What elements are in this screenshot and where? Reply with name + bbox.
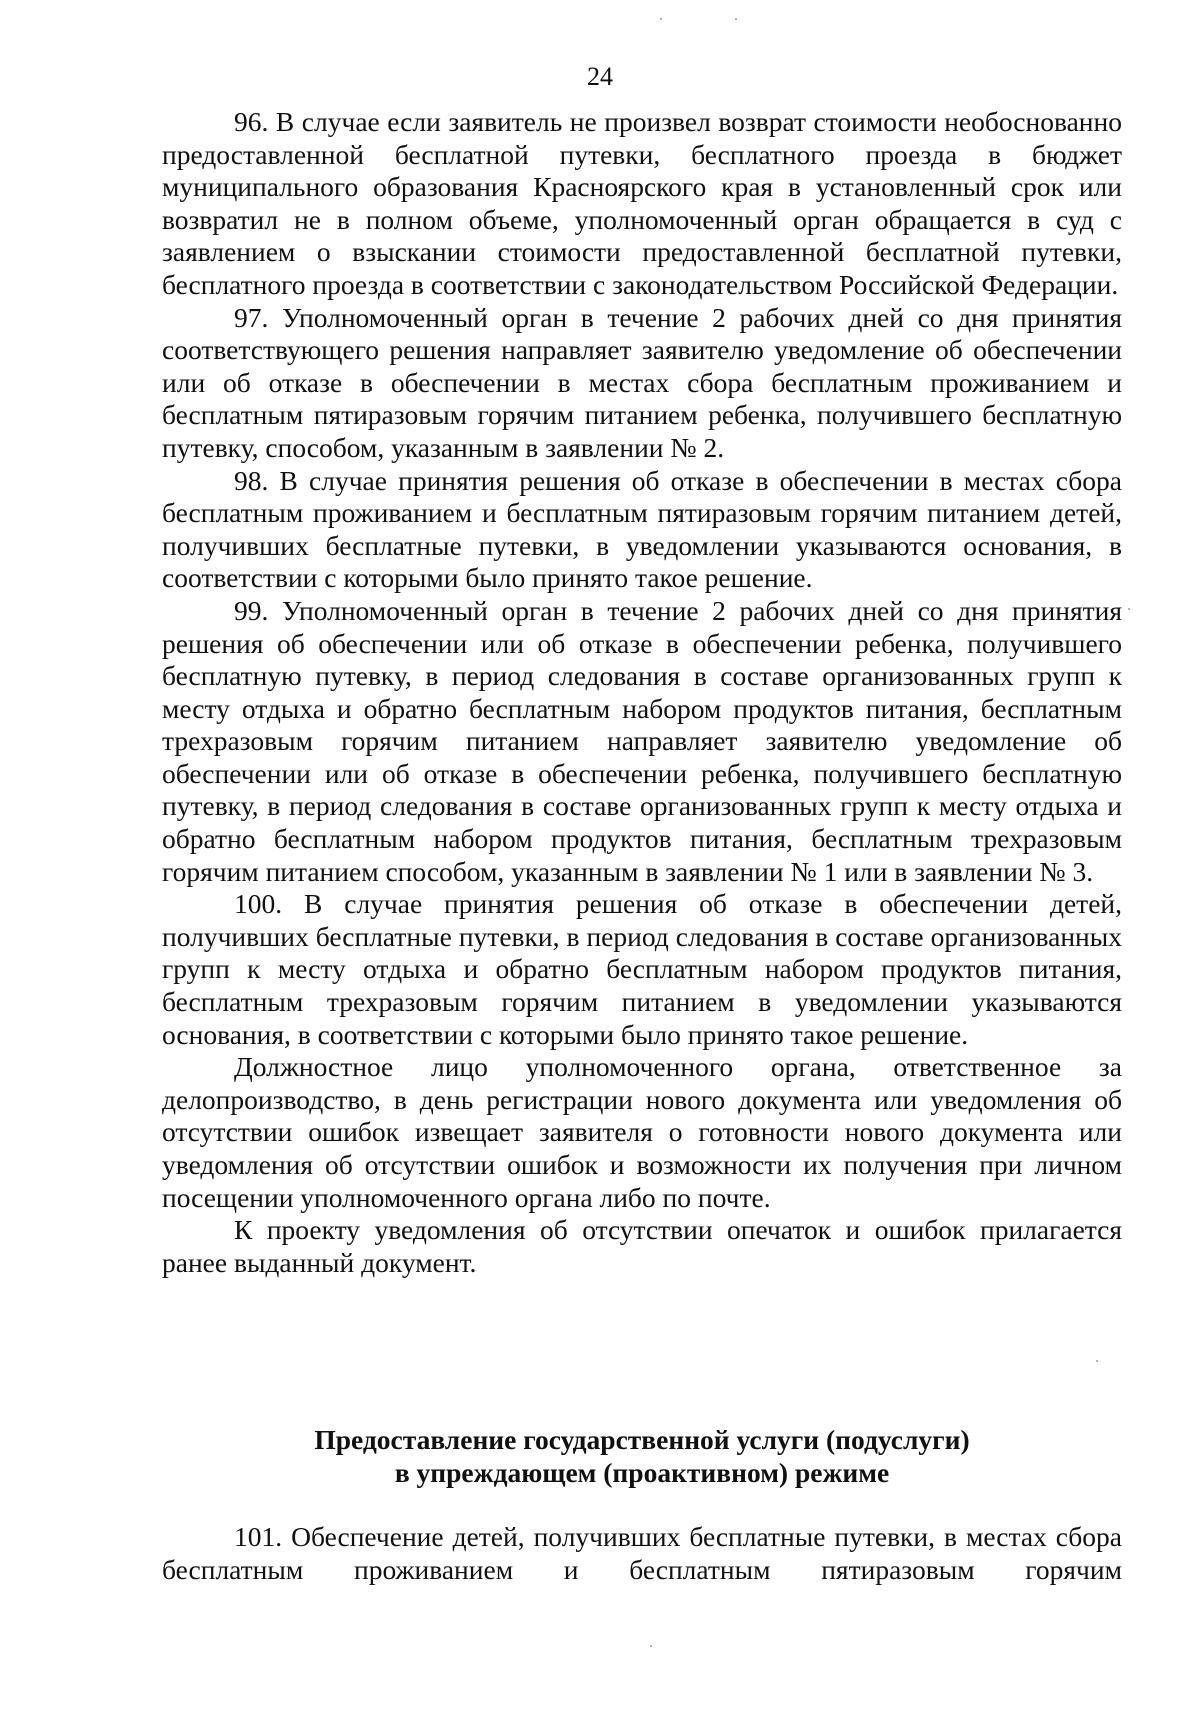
scan-speck <box>1128 608 1130 610</box>
paragraph-101: 101. Обеспечение детей, получивших бесплатные путевки, в местах сбора бесплатным проживанием и бесплатным пятиразовым горячим <box>162 1521 1122 1585</box>
paragraph-99: 99. Уполномоченный орган в течение 2 рабочих дней со дня принятия решения об обеспечении или об отказе в обеспечении ребенка, получившего бесплатную путевку, в период следования в составе организованных групп к месту отдыха и обратно бесплатным набором продуктов питания, бесплатным трехразовым горячим питанием направляет заявителю уведомление об обеспечении или об отказе в обеспечении ребенка, получившего бесплатную путевку, в период следования в составе организованных групп к месту отдыха и обратно бесплатным набором продуктов питания, бесплатным трехразовым горячим питанием способом, указанным в заявлении № 1 или в заявлении № 3. <box>162 594 1122 887</box>
paragraph-official-notification: Должностное лицо уполномоченного органа, ответственное за делопроизводство, в день регистрации нового документа или уведомления об отсутствии ошибок извещает заявителя о готовности нового документа или уведомления об отсутствии ошибок и возможности их получения при личном посещении уполномоченного органа либо по почте. <box>162 1051 1122 1213</box>
scan-speck <box>650 1645 652 1647</box>
section-heading-line-2: в упреждающем (проактивном) режиме <box>394 1457 890 1488</box>
paragraph-98: 98. В случае принятия решения об отказе в обеспечении в местах сбора бесплатным проживанием и бесплатным пятиразовым горячим питанием детей, получивших бесплатные путевки, в уведомлении указываются основания, в соответствии с которыми было принято такое решение. <box>162 464 1122 594</box>
document-tail <box>162 1521 1122 1586</box>
document-body <box>162 106 1122 1279</box>
scan-speck <box>660 18 662 20</box>
page-number: 24 <box>587 62 613 91</box>
scan-speck <box>735 18 737 20</box>
paragraph-96: 96. В случае если заявитель не произвел возврат стоимости необоснованно предоставленной бесплатной путевки, бесплатного проезда в бюджет муниципального образования Красноярского края в установленный срок или возвратил не в полном объеме, уполномоченный орган обращается в суд с заявлением о взыскании стоимости предоставленной бесплатной путевки, бесплатного проезда в соответствии с законодательством Российской Федерации. <box>162 106 1122 300</box>
paragraph-97: 97. Уполномоченный орган в течение 2 рабочих дней со дня принятия соответствующего решения направляет заявителю уведомление об обеспечении или об отказе в обеспечении в местах сбора бесплатным проживанием и бесплатным пятиразовым горячим питанием ребенка, получившего бесплатную путевку, способом, указанным в заявлении № 2. <box>162 301 1122 463</box>
scan-speck <box>1096 1360 1098 1362</box>
paragraph-attachment: К проекту уведомления об отсутствии опечаток и ошибок прилагается ранее выданный документ. <box>162 1214 1122 1278</box>
section-heading <box>162 1423 1122 1489</box>
section-heading-line-1: Предоставление государственной услуги (подуслуги) <box>314 1424 970 1455</box>
paragraph-100: 100. В случае принятия решения об отказе в обеспечении детей, получивших бесплатные путевки, в период следования в составе организованных групп к месту отдыха и обратно бесплатным набором продуктов питания, бесплатным трехразовым горячим питанием в уведомлении указываются основания, в соответствии с которыми было принято такое решение. <box>162 888 1122 1050</box>
